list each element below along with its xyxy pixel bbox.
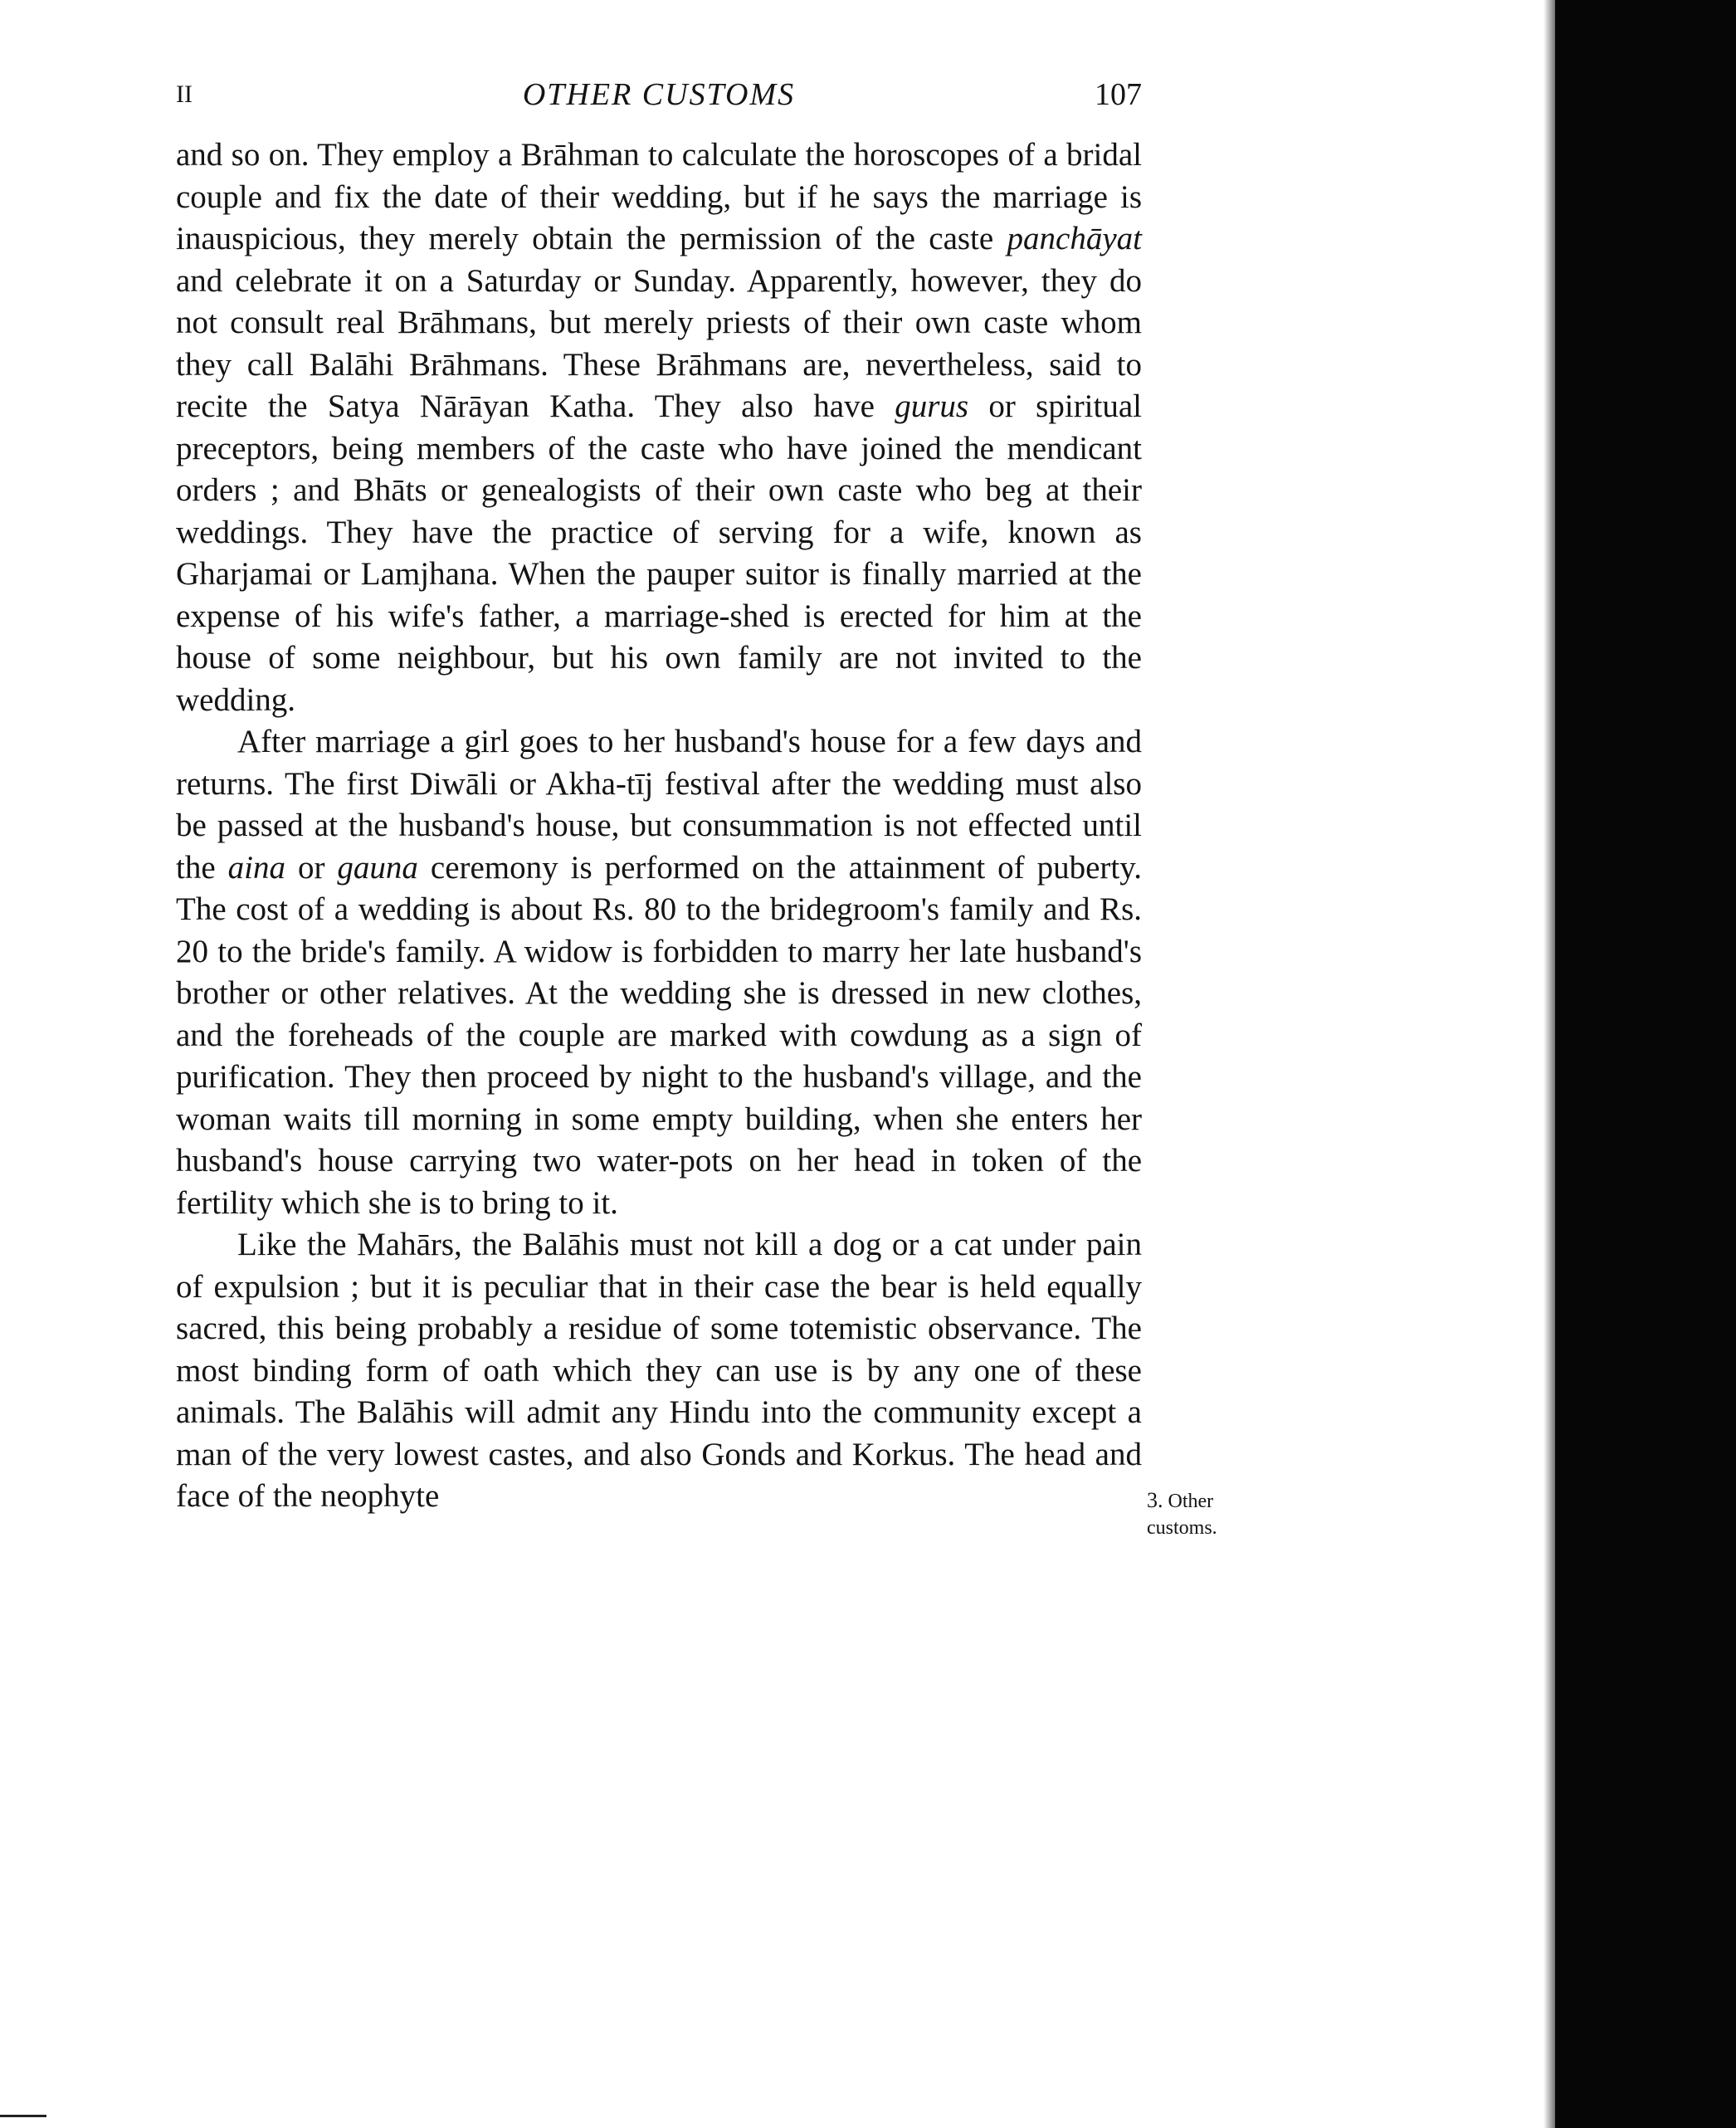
italic-term: panchāyat	[1007, 221, 1142, 256]
marginal-note	[1147, 1487, 1271, 1541]
marginal-note-number: 3.	[1147, 1488, 1163, 1512]
marginal-note-line2: customs.	[1147, 1517, 1217, 1539]
paragraph	[176, 1224, 1142, 1518]
scan-edge-shadow	[1543, 0, 1555, 2128]
text-run: Like the Mahārs, the Balāhis must not kill a dog or a cat under pain of expulsion ; but it is peculiar that in their case the bear is held equally sacred, this being probably a residue of some totemistic observance. The most binding form of oath which they can use is by any one of these animals. The Balāhis will admit any Hindu into the community except a man of the very lowest castes, and also Gonds and Korkus. The head and face of the neophyte	[176, 1227, 1142, 1514]
text-run: ceremony is performed on the attainment of puberty. The cost of a wedding is about Rs. 80 to the bridegroom's family and Rs. 20 to the bride's family. A widow is forbidden to marry her late husband's brother or other relatives. At the wedding she is dressed in new clothes, and the foreheads of the couple are marked with cowdung as a sign of purification. They then proceed by night to the husband's village, and the woman waits till morning in some empty building, when she enters her husband's house carrying two water-pots on her head in token of the fertility which she is to bring to it.	[176, 849, 1142, 1221]
text-run: After marriage a girl goes to her husband's house for a few days and returns. The first Diwāli or Akha-tīj festival after the wedding must also be passed at the husband's house, but consummation is not effected until the	[176, 724, 1142, 886]
italic-term: gurus	[895, 388, 969, 424]
scan-corner-mark	[0, 2115, 46, 2117]
marginal-note-first-line	[1147, 1487, 1271, 1515]
text-run: or spiritual preceptors, being members of the caste who have joined the mendicant orders ; and Bhāts or genealogists of their own caste who beg at their weddings. They have the practice of serving for a wife, known as Gharjamai or Lamjhana. When the pauper suitor is finally married at the expense of his wife's father, a marriage-shed is erected for him at the house of some neighbour, but his own family are not invited to the wedding.	[176, 388, 1142, 718]
chapter-numeral: II	[176, 81, 193, 108]
italic-term: aina	[227, 849, 285, 886]
scan-edge-dark-border	[1555, 0, 1736, 2128]
running-title: OTHER CUSTOMS	[522, 77, 796, 112]
text-run: and celebrate it on a Saturday or Sunday. Apparently, however, they do not consult real Brāhmans, but merely priests of their own caste whom they call Balāhi Brāhmans. These Brāhmans are, nevertheless, said to recite the Satya Nārāyan Katha. They also have	[176, 262, 1142, 424]
paragraph	[176, 134, 1142, 721]
italic-term: gauna	[337, 849, 418, 886]
body-text	[176, 134, 1142, 1518]
text-run: or	[285, 849, 338, 886]
paragraph	[176, 721, 1142, 1224]
marginal-note-line1: Other	[1168, 1491, 1214, 1512]
text-run: and so on. They employ a Brāhman to calculate the horoscopes of a bridal couple and fix the date of their wedding, but if he says the marriage is inauspicious, they merely obtain the permission of the caste	[176, 137, 1142, 256]
running-header	[176, 71, 1142, 118]
page-number: 107	[1095, 77, 1142, 112]
